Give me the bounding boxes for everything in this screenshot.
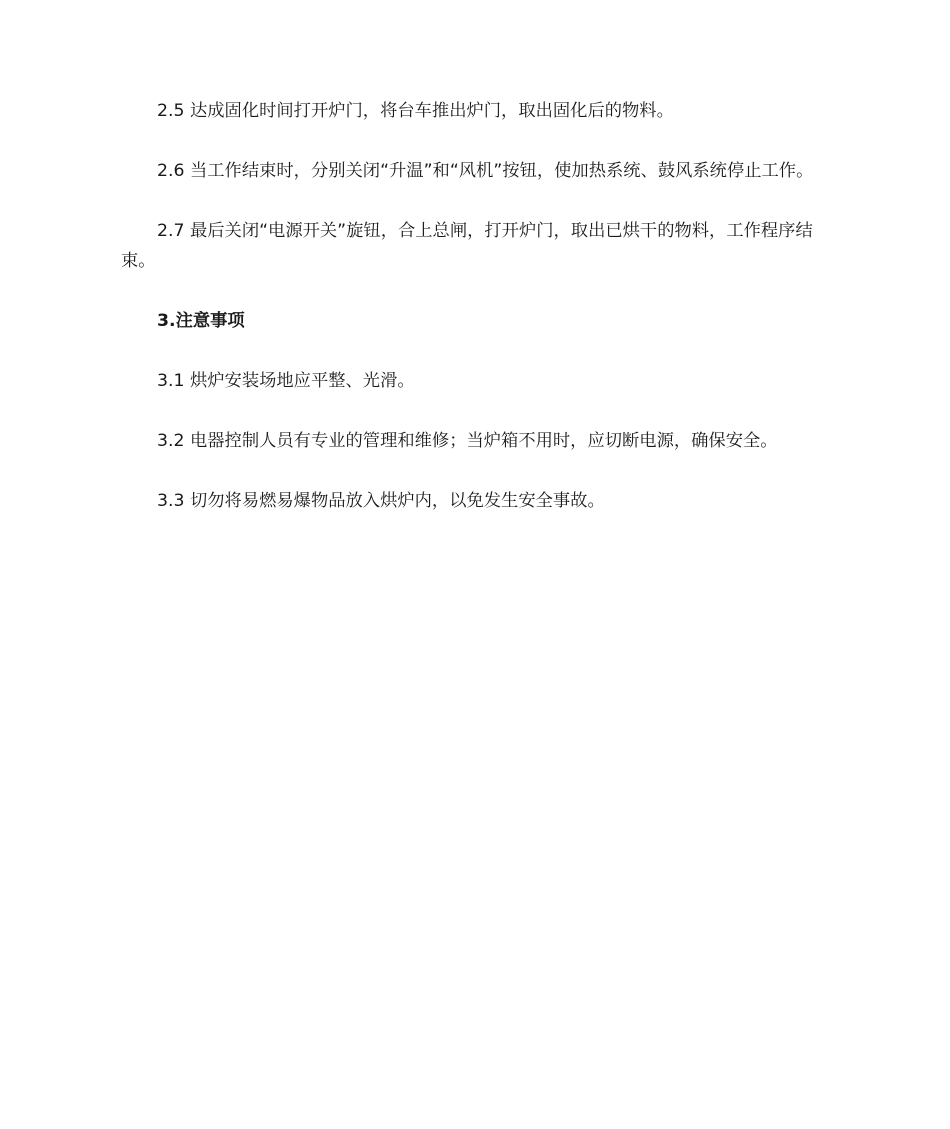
paragraph-3-3: 3.3 切勿将易燃易爆物品放入烘炉内，以免发生安全事故。 bbox=[157, 491, 605, 511]
paragraph-2-7: 2.7 最后关闭“电源开关”旋钮，合上总闸，打开炉门，取出已烘干的物料，工作程序结束。 bbox=[121, 221, 813, 271]
paragraph-3-1: 3.1 烘炉安装场地应平整、光滑。 bbox=[157, 371, 415, 391]
section-heading-notes: 3.注意事项 bbox=[157, 311, 245, 331]
paragraph-2-5: 2.5 达成固化时间打开炉门，将台车推出炉门，取出固化后的物料。 bbox=[157, 101, 674, 121]
paragraph-2-6: 2.6 当工作结束时，分别关闭“升温”和“风机”按钮，使加热系统、鼓风系统停止工作。 bbox=[157, 161, 814, 181]
document-body bbox=[121, 96, 833, 546]
paragraph-3-2: 3.2 电器控制人员有专业的管理和维修；当炉箱不用时，应切断电源，确保安全。 bbox=[157, 431, 778, 451]
